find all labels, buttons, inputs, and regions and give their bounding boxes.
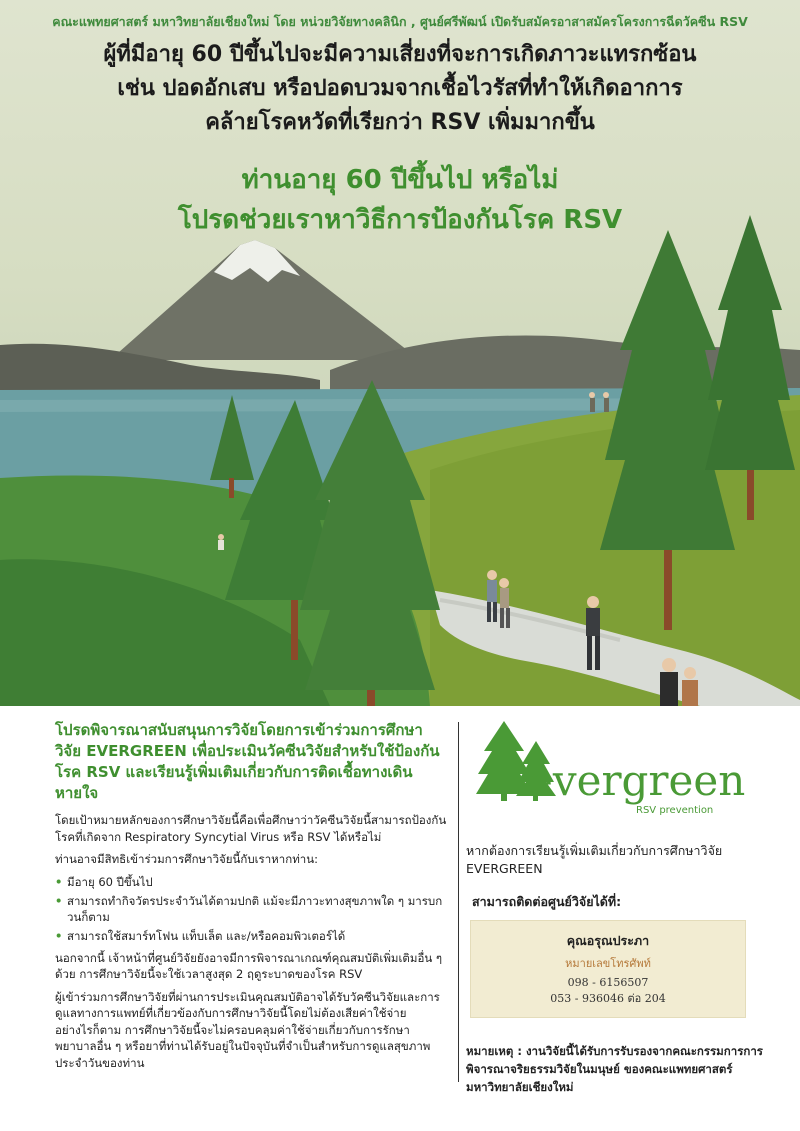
subhead-line: โปรดช่วยเราหาวิธีการป้องกันโรค RSV xyxy=(177,205,623,235)
phone-number: 053 - 936046 ต่อ 204 xyxy=(550,992,666,1005)
list-item: • มีอายุ 60 ปีขึ้นไป xyxy=(55,874,153,889)
additional-criteria: นอกจากนี้ เจ้าหน้าที่ศูนย์วิจัยยังอาจมีการพิจารณาเกณฑ์คุณสมบัติเพิ่มเติมอื่น ๆ ด้วย การศึกษาวิจัยนี้จะใช้เวลาสูงสุด 2 ฤดูระบาดของโรค RSV xyxy=(55,950,443,981)
logo-text: evergreen xyxy=(528,756,746,805)
list-item: • สามารถใช้สมาร์ทโฟน แท็บเล็ต และ/หรือคอมพิวเตอร์ได้ xyxy=(55,928,346,943)
eligibility-lead: ท่านอาจมีสิทธิเข้าร่วมการศึกษาวิจัยนี้กับเราหากท่าน: xyxy=(55,852,318,866)
bullet-icon: • xyxy=(55,928,63,943)
contact-column xyxy=(466,716,786,1096)
subhead xyxy=(20,160,780,240)
study-details xyxy=(55,720,447,1077)
sponsor-line: คณะแพทยศาสตร์ มหาวิทยาลัยเชียงใหม่ โดย หน่วยวิจัยทางคลินิก , ศูนย์ศรีพัฒน์ เปิดรับสมัครอาสาสมัครโครงการฉีดวัคซีน RSV xyxy=(52,14,748,29)
subhead-line: ท่านอายุ 60 ปีขึ้นไป หรือไม่ xyxy=(241,165,559,195)
eligibility-list xyxy=(55,874,447,944)
study-goal: โดยเป้าหมายหลักของการศึกษาวิจัยนี้คือเพื่อศึกษาว่าวัคซีนวิจัยนี้สามารถป้องกันโรคที่เกิดจาก Respiratory Syncytial Virus หรือ RSV ได้หรือไม่ xyxy=(55,813,447,844)
ethics-note: หมายเหตุ : งานวิจัยนี้ได้รับการรับรองจากคณะกรรมการการพิจารณาจริยธรรมวิจัยในมนุษย์ ของคณะแพทยศาสตร์ มหาวิทยาลัยเชียงใหม่ xyxy=(466,1044,763,1094)
phone-number: 098 - 6156507 xyxy=(567,976,649,989)
column-divider xyxy=(458,722,459,1082)
bullet-icon: • xyxy=(55,874,63,889)
list-item: • สามารถทำกิจวัตรประจำวันได้ตามปกติ แม้จะมีภาวะทางสุขภาพใด ๆ มารบกวนก็ตาม xyxy=(55,893,443,924)
study-intro: โปรดพิจารณาสนับสนุนการวิจัยโดยการเข้าร่วมการศึกษาวิจัย EVERGREEN เพื่อประเมินวัคซีนวิจัยสำหรับใช้ป้องกันโรค RSV และเรียนรู้เพิ่มเติมเกี่ยวกับการติดเชื้อทางเดินหายใจ xyxy=(55,721,440,802)
info-section xyxy=(0,706,800,1131)
evergreen-logo xyxy=(466,716,786,826)
bullet-icon: • xyxy=(55,893,63,908)
contact-name: คุณอรุณประภา xyxy=(566,933,650,948)
headline-line: ผู้ที่มีอายุ 60 ปีขึ้นไปจะมีความเสี่ยงที่จะการเกิดภาวะแทรกซ้อน xyxy=(103,42,697,67)
headline-line: เช่น ปอดอักเสบ หรือปอดบวมจากเชื้อไวรัสที่ทำให้เกิดอาการ xyxy=(117,76,683,101)
participant-benefits: ผู้เข้าร่วมการศึกษาวิจัยที่ผ่านการประเมินคุณสมบัติอาจได้รับวัคซีนวิจัยและการดูแลทางการแพทย์ที่เกี่ยวข้องกับการศึกษาวิจัยนี้โดยไม่ต้องเสียค่าใช้จ่าย อย่างไรก็ตาม การศึกษาวิจัยนี้จะไม่ครอบคลุมค่าใช้จ่ายเกี่ยวกับการรักษาพยาบาลอื่น ๆ หรือยาที่ท่านได้รับอยู่ในปัจจุบันที่จำเป็นสำหรับการดูแลสุขภาพประจำวันของท่าน xyxy=(55,989,440,1070)
logo-tagline: RSV prevention xyxy=(636,805,714,816)
learn-more-text: หากต้องการเรียนรู้เพิ่มเติมเกี่ยวกับการศึกษาวิจัย EVERGREEN xyxy=(466,843,723,876)
headline-line: คล้ายโรคหวัดที่เรียกว่า RSV เพิ่มมากขึ้น xyxy=(205,110,595,135)
headline xyxy=(20,38,780,140)
contact-label: สามารถติดต่อศูนย์วิจัยได้ที่: xyxy=(472,894,622,909)
contact-box xyxy=(470,920,746,1018)
phone-label: หมายเลขโทรศัพท์ xyxy=(565,957,651,970)
